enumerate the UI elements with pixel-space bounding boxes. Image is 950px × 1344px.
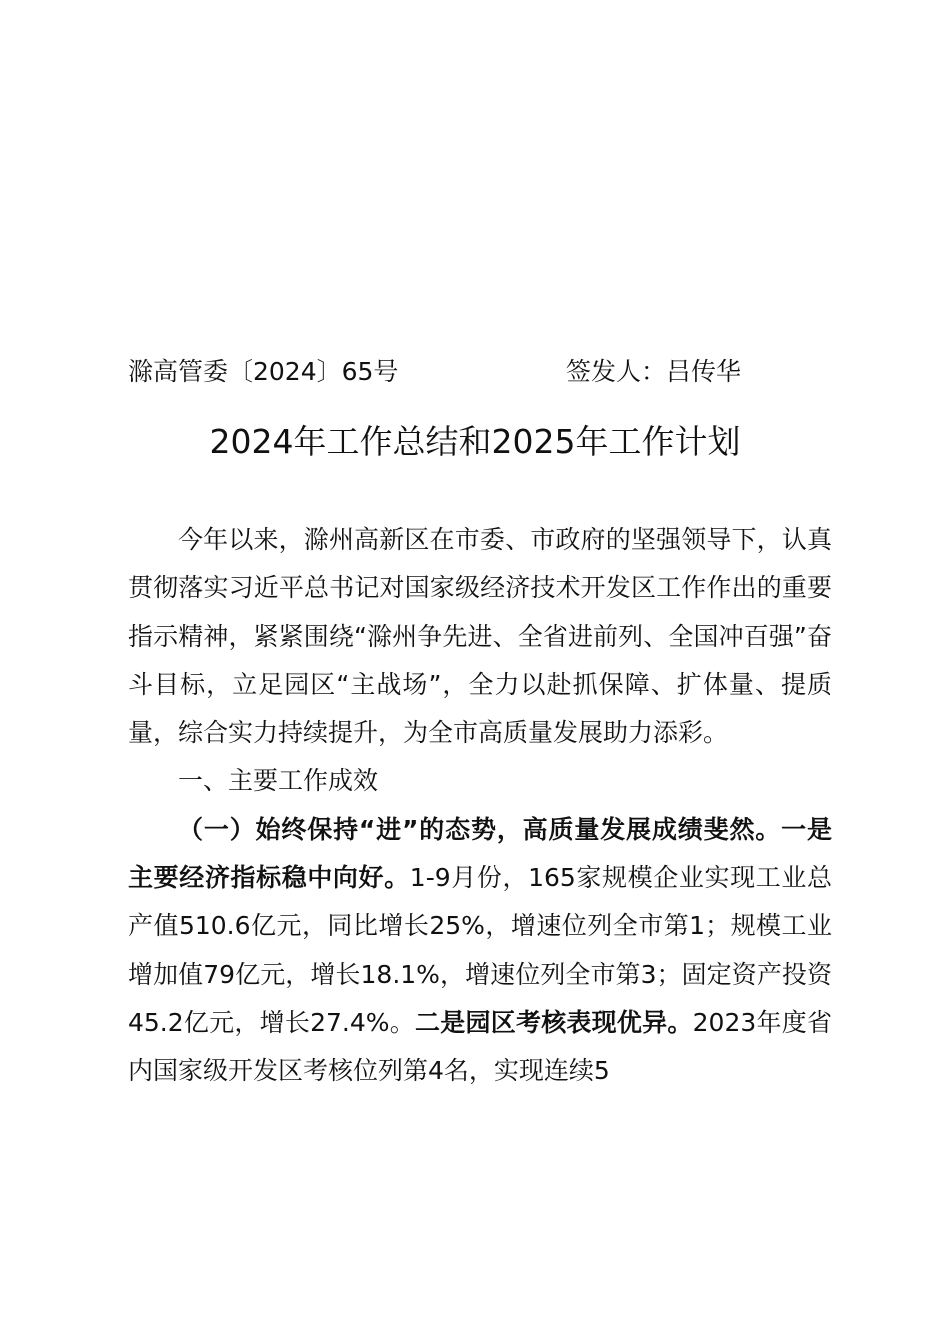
section-paragraph (128, 806, 832, 1096)
document-header (128, 352, 828, 392)
document-title: 2024年工作总结和2025年工作计划 (209, 422, 741, 461)
lead-sentence-1: 一是主要经济指标稳中向好。 (128, 814, 832, 893)
paragraph-text-1: 1-9月份，165家规模企业实现工业总产值510.6亿元，同比增长25%，增速位列全市第1；规模工业增加值79亿元，增长18.1%，增速位列全市第3；固定资产投资45.2亿元，增长27.4%。 (128, 863, 832, 1037)
intro-paragraph: 今年以来，滁州高新区在市委、市政府的坚强领导下，认真贯彻落实习近平总书记对国家级经济技术开发区工作作出的重要指示精神，紧紧围绕“滁州争先进、全省进前列、全国冲百强”奋斗目标，立足园区“主战场”，全力以赴抓保障、扩体量、提质量，综合实力持续提升，为全市高质量发展助力添彩。 (128, 525, 832, 748)
section-heading: 一、主要工作成效 (178, 766, 379, 796)
document-body (128, 516, 832, 1096)
document-number: 滁高管委〔2024〕65号 (128, 357, 399, 386)
sub-heading: （一）始终保持“进”的态势，高质量发展成绩斐然。 (178, 814, 782, 844)
paragraph-text-2: 2023年度省内国家级开发区考核位列第4名，实现连续5 (128, 1007, 832, 1086)
signer: 签发人：吕传华 (566, 357, 742, 386)
lead-sentence-2: 二是园区考核表现优异。 (415, 1007, 693, 1037)
